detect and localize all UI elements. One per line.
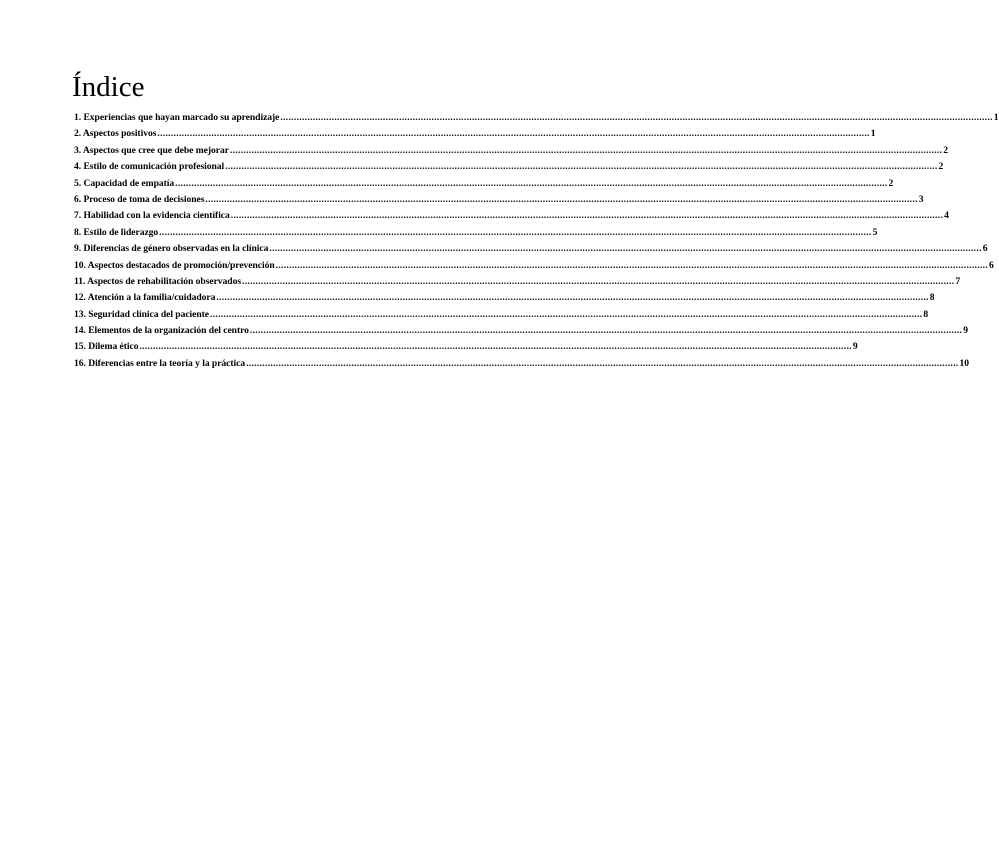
toc-entry-label: 4. Estilo de comunicación profesional xyxy=(74,161,225,173)
toc-dot-leader: ........................................................................................................................................................................................................................................................................ xyxy=(242,275,955,287)
toc-entry[interactable] xyxy=(74,126,876,142)
toc-entry-label: 2. Aspectos positivos xyxy=(74,128,157,140)
toc-entry-label: 15. Dilema ético xyxy=(74,341,139,353)
toc-entry-label: 12. Atención a la familia/cuidadora xyxy=(74,292,216,304)
toc-entry[interactable] xyxy=(74,225,878,241)
toc-page-number: 8 xyxy=(923,308,929,320)
toc-entry[interactable] xyxy=(74,208,949,224)
toc-dot-leader: ........................................................................................................................................................................................................................................................................ xyxy=(205,193,918,205)
toc-entry-label: 5. Capacidad de empatía xyxy=(74,177,175,189)
toc-page-number: 6 xyxy=(989,259,994,271)
toc-entry-label: 9. Diferencias de género observadas en la clínica xyxy=(74,243,269,255)
toc-entry[interactable] xyxy=(74,258,994,274)
toc-entry[interactable] xyxy=(74,176,894,192)
toc-entry-label: 1. Experiencias que hayan marcado su aprendizaje xyxy=(74,112,280,123)
toc-entry[interactable] xyxy=(74,307,929,323)
toc-entry-label: 13. Seguridad clínica del paciente xyxy=(74,308,210,320)
toc-entry-label: 16. Diferencias entre la teoría y la práctica xyxy=(74,357,246,369)
toc-page-number: 1 xyxy=(870,128,876,140)
toc-page-number: 1 xyxy=(993,112,999,123)
toc-entry-label: 14. Elementos de la organización del centro xyxy=(74,325,249,337)
toc-dot-leader: ........................................................................................................................................................................................................................................................................ xyxy=(269,243,982,255)
page-title: Índice xyxy=(72,71,145,103)
toc-entry[interactable] xyxy=(74,356,969,372)
toc-entry[interactable] xyxy=(74,274,961,290)
toc-dot-leader: ........................................................................................................................................................................................................................................................................ xyxy=(210,308,923,320)
toc-dot-leader: ........................................................................................................................................................................................................................................................................ xyxy=(216,292,929,304)
toc-entry[interactable] xyxy=(74,143,949,159)
toc-page-number: 8 xyxy=(929,292,935,304)
toc-entry-label: 3. Aspectos que cree que debe mejorar xyxy=(74,144,229,156)
toc-entry[interactable] xyxy=(74,339,858,355)
toc-page-number: 9 xyxy=(852,341,858,353)
toc-page-number: 2 xyxy=(888,177,894,189)
toc-entry-label: 10. Aspectos destacados de promoción/prevención xyxy=(74,259,275,271)
toc-entry[interactable] xyxy=(74,159,944,175)
toc-entry-label: 7. Habilidad con la evidencia científica xyxy=(74,210,230,222)
toc-entry-label: 8. Estilo de liderazgo xyxy=(74,226,159,238)
toc-page-number: 6 xyxy=(982,243,988,255)
toc-dot-leader: ........................................................................................................................................................................................................................................................................ xyxy=(249,325,963,337)
toc-dot-leader: ........................................................................................................................................................................................................................................................................ xyxy=(225,161,938,173)
toc-entry[interactable] xyxy=(74,110,999,126)
toc-page-number: 7 xyxy=(955,275,961,287)
toc-dot-leader: ........................................................................................................................................................................................................................................................................ xyxy=(229,144,943,156)
toc-dot-leader: ........................................................................................................................................................................................................................................................................ xyxy=(275,259,989,271)
toc-dot-leader: ........................................................................................................................................................................................................................................................................ xyxy=(159,226,872,238)
toc-entry[interactable] xyxy=(74,192,924,208)
toc-dot-leader: ........................................................................................................................................................................................................................................................................ xyxy=(230,210,944,222)
table-of-contents xyxy=(74,110,999,372)
toc-entry[interactable] xyxy=(74,241,988,257)
toc-page-number: 5 xyxy=(872,226,878,238)
toc-dot-leader: ........................................................................................................................................................................................................................................................................ xyxy=(246,357,959,369)
toc-dot-leader: ........................................................................................................................................................................................................................................................................ xyxy=(175,177,888,189)
toc-page-number: 9 xyxy=(963,325,969,337)
toc-dot-leader: ........................................................................................................................................................................................................................................................................ xyxy=(157,128,870,140)
toc-entry-label: 6. Proceso de toma de decisiones xyxy=(74,193,205,205)
toc-dot-leader: ........................................................................................................................................................................................................................................................................ xyxy=(280,112,993,123)
toc-page-number: 2 xyxy=(943,144,949,156)
toc-page-number: 4 xyxy=(944,210,949,222)
toc-dot-leader: ........................................................................................................................................................................................................................................................................ xyxy=(139,341,852,353)
toc-page-number: 3 xyxy=(918,193,924,205)
toc-entry-label: 11. Aspectos de rehabilitación observados xyxy=(74,275,242,287)
toc-page-number: 2 xyxy=(938,161,944,173)
toc-page-number: 10 xyxy=(959,357,969,369)
toc-entry[interactable] xyxy=(74,323,969,339)
toc-entry[interactable] xyxy=(74,290,935,306)
